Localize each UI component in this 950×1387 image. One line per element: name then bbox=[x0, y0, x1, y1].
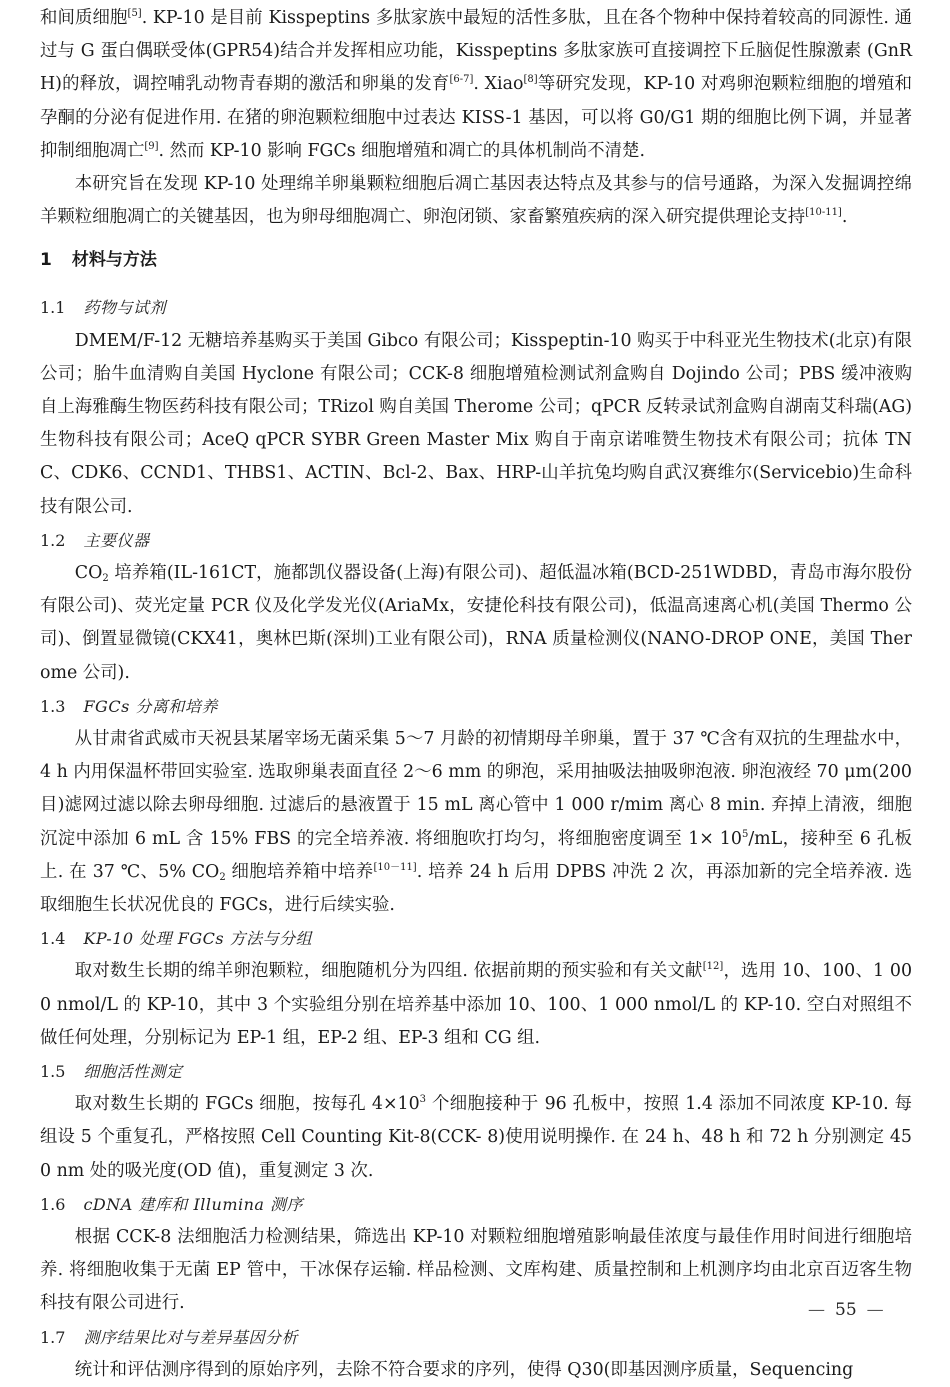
subsection-number: 1.1 bbox=[40, 298, 66, 318]
subsection-body bbox=[40, 723, 912, 922]
subsection-heading bbox=[40, 922, 912, 955]
subsection-title: 主要仪器 bbox=[83, 530, 150, 550]
subsection-body bbox=[40, 557, 912, 690]
citation-superscript: [10-11] bbox=[805, 207, 842, 219]
subsection-body bbox=[40, 1354, 912, 1387]
text-run: 根据 CCK-8 法细胞活力检测结果，筛选出 KP-10 对颗粒细胞增殖影响最佳浓度与最佳作用时间进行细胞培养. 将细胞收集于无菌 EP 管中，干冰保存运输. 样品检测、文库构建、质量控制和上机测序均由北京百迈客生物科技有限公司进行. bbox=[40, 1227, 912, 1314]
subsection-heading bbox=[40, 1321, 912, 1354]
citation-superscript: 5 bbox=[741, 828, 749, 840]
subsection-number: 1.2 bbox=[40, 530, 66, 550]
text-run: ，选用 10、100、1 000 nmol/L 的 KP-10，其中 3 个实验组分别在培养基中添加 10、100、1 000 nmol/L 的 KP-10. 空白对照组不做任何处理，分别标记为 EP-1 组，EP-2 组、EP-3 组和 CG 组. bbox=[40, 961, 913, 1048]
subsection-number: 1.6 bbox=[40, 1194, 66, 1214]
subsection-1-6 bbox=[40, 1188, 912, 1321]
subsection-title: 药物与试剂 bbox=[83, 298, 166, 318]
text-run: 培养箱(IL-161CT，施都凯仪器设备(上海)有限公司)、超低温冰箱(BCD-251WDBD，青岛市海尔股份有限公司)、荧光定量 PCR 仪及化学发光仪(AriaMx，安捷伦科技有限公司)，低温高速离心机(美国 Thermo 公司)、倒置显微镜(CKX41，奥林巴斯(深圳)工业有限公司)，RNA 质量检测仪(NANO-DROP ONE，美国 Therome 公司). bbox=[40, 563, 912, 683]
text-run: 等研究发现，KP-10 对鸡卵泡颗粒细胞的增殖和孕酮的分泌有促进作用. 在猪的卵泡颗粒细胞中过表达 KISS-1 基因，可以将 G0/G1 期的细胞比例下调，并显著抑制细胞凋亡 bbox=[40, 74, 913, 161]
text-run: 细胞培养箱中培养 bbox=[225, 861, 374, 882]
subsection-title: cDNA 建库和 Illumina 测序 bbox=[83, 1194, 304, 1214]
page-footer bbox=[808, 1300, 884, 1320]
citation-superscript: 3 bbox=[419, 1094, 427, 1106]
citation-superscript: [9] bbox=[144, 140, 159, 152]
intro-paragraph-1 bbox=[40, 2, 912, 168]
text-run: 统计和评估测序得到的原始序列，去除不符合要求的序列，使得 Q30(即基因测序质量，Sequencing bbox=[74, 1359, 854, 1380]
text-run: CO bbox=[74, 563, 103, 584]
footer-dash-right: — bbox=[866, 1300, 884, 1320]
text-run: 取对数生长期的 FGCs 细胞，按每孔 4×10 bbox=[74, 1094, 420, 1115]
subsection-title: 细胞活性测定 bbox=[83, 1062, 183, 1082]
subsection-heading bbox=[40, 1188, 912, 1221]
subsection-number: 1.4 bbox=[40, 929, 66, 949]
subsection-title: FGCs 分离和培养 bbox=[83, 696, 218, 716]
subsection-body bbox=[40, 1221, 912, 1321]
section-number: 1 bbox=[40, 250, 52, 271]
subscript: 2 bbox=[102, 573, 109, 585]
text-run: 和间质细胞 bbox=[40, 8, 128, 28]
subsection-body bbox=[40, 955, 912, 1055]
citation-superscript: [10－11] bbox=[373, 861, 417, 873]
subsection-1-5 bbox=[40, 1055, 912, 1188]
text-run: 本研究旨在发现 KP-10 处理绵羊卵巢颗粒细胞后凋亡基因表达特点及其参与的信号通路，为深入发掘调控绵羊颗粒细胞凋亡的关键基因，也为卵母细胞凋亡、卵泡闭锁、家畜繁殖疾病的深入研究提供理论支持 bbox=[40, 174, 912, 228]
subsection-title: 测序结果比对与差异基因分析 bbox=[83, 1327, 298, 1347]
text-run: /mL，接种至 6 孔板上. 在 37 ℃、5% CO bbox=[40, 828, 912, 882]
text-run: 从甘肃省武威市天祝县某屠宰场无菌采集 5～7 月龄的初情期母羊卵巢，置于 37 ℃含有双抗的生理盐水中，4 h 内用保温杯带回实验室. 选取卵巢表面直径 2～6 mm 的卵泡，采用抽吸法抽吸卵泡液. 卵泡液经 70 μm(200 目)滤网过滤以除去卵母细胞. 过滤后的悬液置于 15 mL 离心管中 1 000 r/mim 离心 8 min. 弃掉上清液，细胞沉淀中添加 6 mL 含 15% FBS 的完全培养液. 将细胞吹打均匀，将细胞密度调至 1× 10 bbox=[40, 729, 912, 849]
subsection-1-3 bbox=[40, 690, 912, 922]
text-run: . bbox=[841, 207, 848, 228]
subsection-heading bbox=[40, 524, 912, 557]
subsection-heading bbox=[40, 291, 912, 324]
citation-superscript: [5] bbox=[127, 8, 142, 19]
page-number: 55 bbox=[835, 1300, 857, 1320]
text-run: 个细胞接种于 96 孔板中，按照 1.4 添加不同浓度 KP-10. 每组设 5 个重复孔，严格按照 Cell Counting Kit-8(CCK- 8)使用说明操作. 在 24 h、48 h 和 72 h 分别测定 450 nm 处的吸光度(OD 值)，重复测定 3 次. bbox=[40, 1094, 912, 1181]
citation-superscript: [12] bbox=[702, 961, 724, 973]
subsection-body bbox=[40, 1088, 912, 1188]
text-run: 取对数生长期的绵羊卵泡颗粒，细胞随机分为四组. 依据前期的预实验和有关文献 bbox=[74, 961, 703, 982]
section-heading bbox=[40, 244, 912, 277]
citation-superscript: [8] bbox=[523, 74, 538, 86]
subsection-number: 1.5 bbox=[40, 1062, 66, 1082]
text-run: . Xiao bbox=[473, 74, 524, 95]
subsection-1-7 bbox=[40, 1321, 912, 1387]
text-run: DMEM/F-12 无糖培养基购买于美国 Gibco 有限公司；Kisspeptin-10 购买于中科亚光生物技术(北京)有限公司；胎牛血清购自美国 Hyclone 有限公司；CCK-8 细胞增殖检测试剂盒购自 Dojindo 公司；PBS 缓冲液购自上海雅酶生物医药科技有限公司；TRizol 购自美国 Therome 公司；qPCR 反转录试剂盒购自湖南艾科瑞(AG)生物科技有限公司；AceQ qPCR SYBR Green Master Mix 购自于南京诺唯赞生物技术有限公司；抗体 TNC、CDK6、CCND1、THBS1、ACTIN、Bcl-2、Bax、HRP-山羊抗兔均购自武汉赛维尔(Servicebio)生命科技有限公司. bbox=[40, 330, 912, 517]
citation-superscript: [6-7] bbox=[449, 74, 474, 86]
subsection-title: KP-10 处理 FGCs 方法与分组 bbox=[83, 929, 313, 949]
text-run: . 然而 KP-10 影响 FGCs 细胞增殖和凋亡的具体机制尚不清楚. bbox=[158, 140, 645, 161]
subsection-number: 1.7 bbox=[40, 1327, 66, 1347]
subsection-1-4 bbox=[40, 922, 912, 1055]
subsection-number: 1.3 bbox=[40, 696, 66, 716]
subsection-1-2 bbox=[40, 524, 912, 690]
text-run: . KP-10 是目前 Kisspeptins 多肽家族中最短的活性多肽，且在各个物种中保持着较高的同源性. 通过与 G 蛋白偶联受体(GPR54)结合并发挥相应功能，Kisspeptins 多肽家族可直接调控下丘脑促性腺激素 (GnRH)的释放，调控哺乳动物青春期的激活和卵巢的发育 bbox=[40, 8, 912, 95]
subsection-1-1 bbox=[40, 291, 912, 523]
subsection-heading bbox=[40, 690, 912, 723]
intro-paragraph-2 bbox=[40, 168, 912, 234]
subsection-heading bbox=[40, 1055, 912, 1088]
footer-dash-left: — bbox=[808, 1300, 825, 1320]
paper-page bbox=[40, 0, 912, 1387]
section-title: 材料与方法 bbox=[71, 250, 157, 271]
subscript: 2 bbox=[219, 871, 226, 883]
subsection-body bbox=[40, 325, 912, 524]
text-run: . 培养 24 h 后用 DPBS 冲洗 2 次，再添加新的完全培养液. 选取细胞生长状况优良的 FGCs，进行后续实验. bbox=[40, 861, 912, 916]
